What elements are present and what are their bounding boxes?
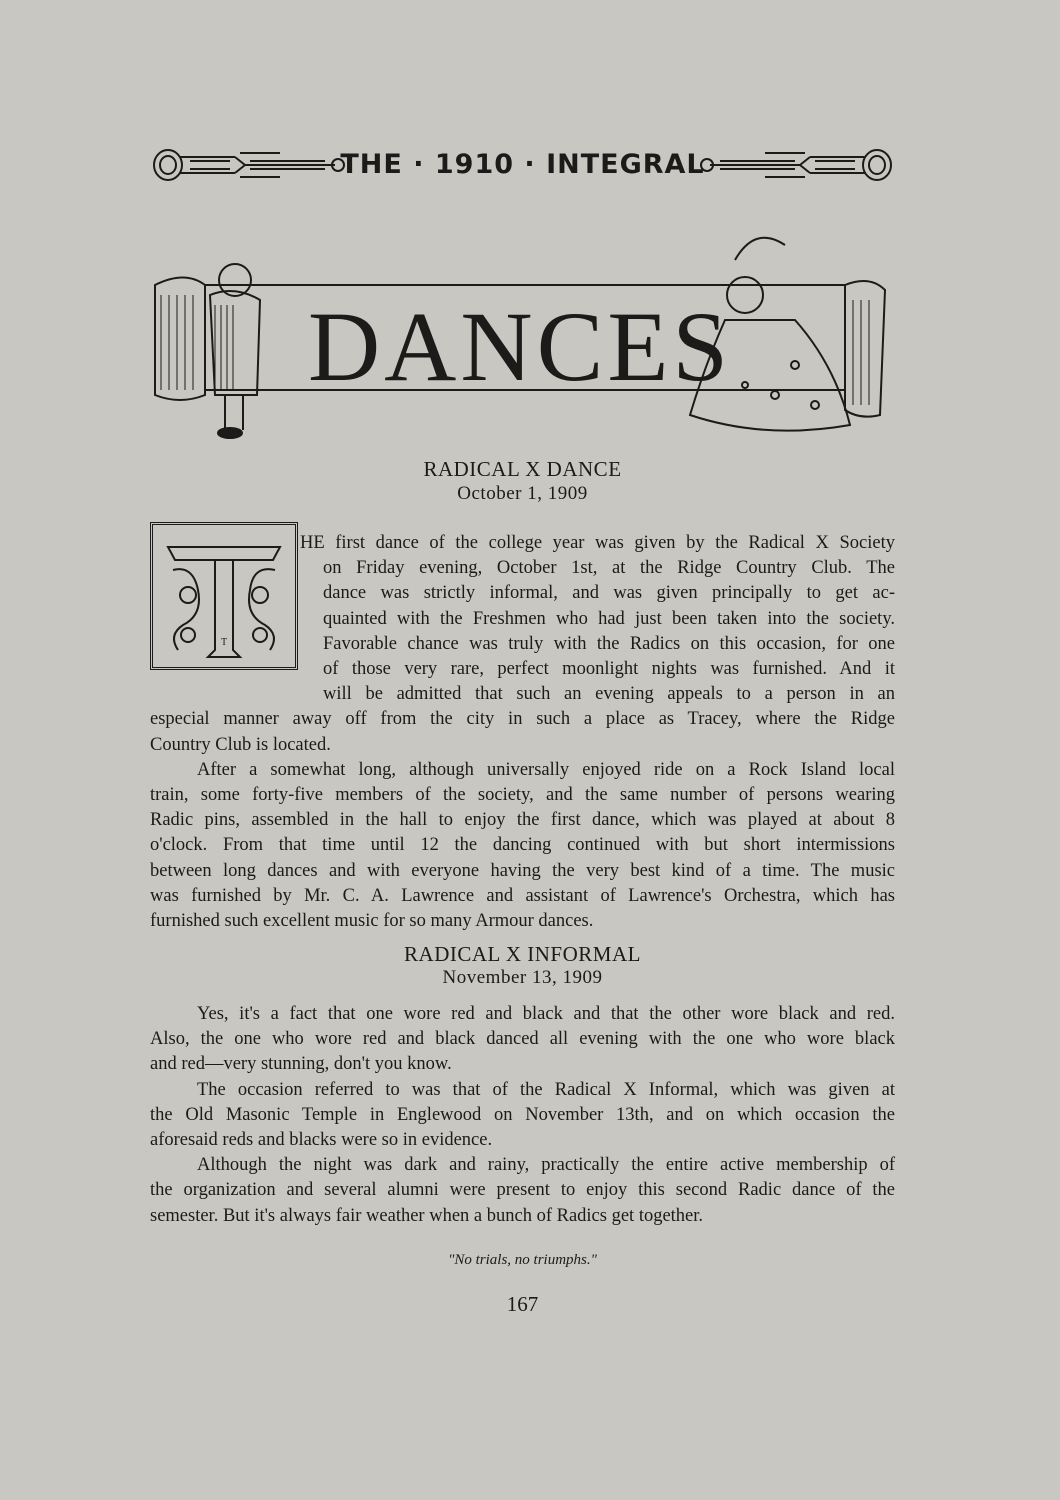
banner-title: DANCES <box>307 291 733 402</box>
right-scroll-icon <box>845 281 885 417</box>
body-text-line: furnished such excellent music for so many Armour dances. <box>150 911 594 931</box>
body-text-line: on Friday evening, October 1st, at the Ridge Country Club. The <box>323 558 895 579</box>
quote: "No trials, no triumphs." <box>448 1252 597 1268</box>
body-text-line: of those very rare, perfect moonlight nights was furnished. And it <box>323 659 895 679</box>
boy-figure-icon <box>210 264 260 438</box>
right-ornament-icon <box>695 147 895 183</box>
drop-cap <box>150 522 298 670</box>
body-text-line: After a somewhat long, although universally enjoyed ride on a Rock Island local <box>197 759 895 780</box>
section-2-title: RADICAL X INFORMAL <box>404 942 641 966</box>
body-text-line: HE first dance of the college year was given by the Radical X Society <box>300 533 895 553</box>
section-2-date: November 13, 1909 <box>442 967 603 988</box>
body-text-line: Country Club is located. <box>150 734 331 755</box>
page-number: 167 <box>506 1292 539 1316</box>
body-text-line: the Old Masonic Temple in Englewood on November 13th, and on which occasion the <box>150 1104 895 1125</box>
header-title: THE · 1910 · INTEGRAL <box>340 149 705 180</box>
body-text-line: and red—very stunning, don't you know. <box>150 1054 452 1075</box>
section-1-date: October 1, 1909 <box>457 483 588 504</box>
body-text-line: the organization and several alumni were present to enjoy this second Radic dance of the <box>150 1180 895 1201</box>
body-text-line: between long dances and with everyone having the very best kind of a time. The music <box>150 860 895 881</box>
body-text-line: especial manner away off from the city in such a place as Tracey, where the Ridge <box>150 709 895 730</box>
left-scroll-icon <box>155 278 205 401</box>
body-text-line: semester. But it's always fair weather when a bunch of Radics get together. <box>150 1205 704 1226</box>
body-text-line: Favorable chance was truly with the Radics on this occasion, for one <box>323 633 895 654</box>
dances-banner <box>145 225 900 450</box>
body-text-line: aforesaid reds and blacks were so in evidence. <box>150 1130 493 1150</box>
drop-cap-ornament-icon <box>153 525 295 667</box>
svg-text:T: T <box>220 637 228 648</box>
body-text-line: train, some forty-five members of the society, and the same number of persons wearing <box>150 785 895 805</box>
body-text-line: will be admitted that such an evening appeals to a person in an <box>323 684 895 705</box>
body-text-line: Radic pins, assembled in the hall to enjoy the first dance, which was played at about 8 <box>150 810 895 831</box>
body-text-line: Yes, it's a fact that one wore red and black and that the other wore black and red. <box>197 1004 895 1024</box>
body-text-line: dance was strictly informal, and was given principally to get ac- <box>323 583 895 604</box>
body-text-line: Although the night was dark and rainy, practically the entire active membership of <box>197 1155 895 1176</box>
body-text-line: Also, the one who wore red and black danced all evening with the one who wore black <box>150 1029 895 1050</box>
body-text-line: o'clock. From that time until 12 the dancing continued with but short intermissions <box>150 835 895 856</box>
section-1-title: RADICAL X DANCE <box>423 457 622 481</box>
running-header <box>150 145 895 185</box>
body-text-line: was furnished by Mr. C. A. Lawrence and assistant of Lawrence's Orchestra, which has <box>150 885 895 906</box>
body-text-line: quainted with the Freshmen who had just been taken into the society. <box>323 608 895 629</box>
body-text-line: The occasion referred to was that of the Radical X Informal, which was given at <box>197 1079 895 1100</box>
